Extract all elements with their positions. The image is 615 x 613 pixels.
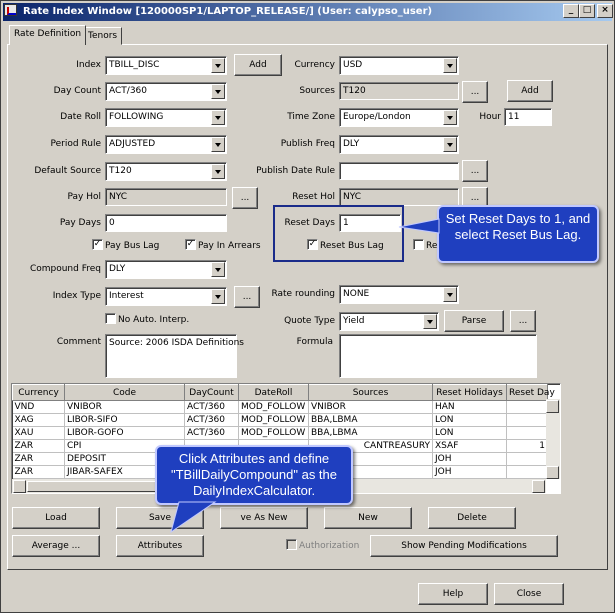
comment-label: Comment	[56, 337, 101, 347]
publish-freq-combo[interactable]	[339, 135, 459, 154]
index-type-combo[interactable]	[105, 287, 227, 306]
publish-date-rule-field[interactable]	[339, 162, 459, 180]
window-title: Rate Index Window [120000SP1/LAPTOP_RELEASE/] (User: calypso_user)	[23, 6, 433, 17]
table-cell: CANTREASURY	[309, 440, 433, 453]
chevron-down-icon[interactable]	[211, 289, 225, 304]
formula-label: Formula	[296, 337, 333, 347]
table-cell: ACT/360	[185, 427, 239, 440]
table-header-row	[13, 385, 548, 401]
time-zone-combo[interactable]	[339, 108, 459, 127]
reset-hol-ellipsis-button[interactable]: ...	[462, 187, 488, 209]
compound-freq-value: DLY	[109, 264, 126, 274]
table-cell: LIBOR-SIFO	[65, 414, 185, 427]
chevron-down-icon[interactable]	[443, 287, 457, 302]
table-cell: MOD_FOLLOW	[239, 401, 309, 414]
reset-days-callout: Set Reset Days to 1, and select Reset Bus Lag.	[437, 205, 599, 263]
reset-in-arrears-label: Re	[426, 241, 438, 251]
column-header[interactable]: Code	[65, 385, 185, 401]
load-button[interactable]: Load	[12, 507, 100, 529]
formula-field[interactable]	[339, 334, 537, 378]
date-roll-label: Date Roll	[60, 112, 101, 122]
time-zone-value: Europe/London	[343, 112, 411, 122]
table-cell: LON	[433, 427, 507, 440]
default-source-label: Default Source	[34, 166, 101, 176]
save-button[interactable]: Save	[116, 507, 204, 529]
chevron-down-icon[interactable]	[443, 110, 457, 125]
no-auto-interp-label: No Auto. Interp.	[118, 315, 190, 325]
table-cell: CPI	[65, 440, 185, 453]
minimize-button[interactable]: _	[563, 4, 579, 18]
table-cell: ACT/360	[185, 414, 239, 427]
index-value: TBILL_DISC	[109, 60, 160, 70]
column-header[interactable]: Sources	[309, 385, 433, 401]
currency-combo[interactable]	[339, 56, 459, 75]
tab-tenors[interactable]: Tenors	[83, 27, 122, 45]
compound-freq-label: Compound Freq	[29, 264, 101, 274]
quote-type-label: Quote Type	[284, 316, 335, 326]
table-row[interactable]	[13, 401, 548, 414]
index-type-value: Interest	[109, 291, 144, 301]
table-cell: ACT/360	[185, 401, 239, 414]
table-cell: ZAR	[13, 440, 65, 453]
pay-hol-field[interactable]: NYC	[105, 188, 227, 206]
quote-type-value: Yield	[343, 316, 365, 326]
scroll-left-icon[interactable]	[13, 480, 26, 493]
callout-pointer-icon	[169, 502, 219, 534]
index-label: Index	[76, 60, 101, 70]
time-zone-label: Time Zone	[287, 112, 335, 122]
pay-days-label: Pay Days	[59, 218, 101, 228]
period-rule-value: ADJUSTED	[109, 139, 156, 149]
table-cell: JOH	[433, 466, 507, 479]
table-cell: JOH	[433, 453, 507, 466]
chevron-down-icon[interactable]	[211, 110, 225, 125]
chevron-down-icon[interactable]	[423, 314, 437, 329]
add-index-button[interactable]: Add	[234, 54, 282, 76]
currency-value: USD	[343, 60, 363, 70]
default-source-value: T120	[109, 166, 132, 176]
authorization-checkbox[interactable]	[286, 540, 359, 553]
table-cell	[507, 414, 548, 427]
column-header[interactable]: DayCount	[185, 385, 239, 401]
index-combo[interactable]	[105, 56, 227, 75]
table-cell: BBA,LBMA	[309, 427, 433, 440]
callout-pointer-icon	[399, 219, 439, 239]
authorization-label: Authorization	[299, 541, 360, 551]
table-cell: LON	[433, 414, 507, 427]
reset-days-label: Reset Days	[284, 218, 335, 228]
scroll-right-icon[interactable]	[532, 480, 545, 493]
day-count-value: ACT/360	[109, 86, 147, 96]
pay-hol-ellipsis-button[interactable]: ...	[232, 187, 258, 209]
add-source-button[interactable]: Add	[507, 80, 553, 102]
compound-freq-combo[interactable]	[105, 260, 227, 279]
hour-label: Hour	[479, 112, 501, 122]
publish-date-rule-label: Publish Date Rule	[256, 166, 335, 176]
scroll-up-icon[interactable]	[546, 400, 559, 413]
chevron-down-icon[interactable]	[211, 164, 225, 179]
delete-button[interactable]: Delete	[428, 507, 516, 529]
title-bar[interactable]	[3, 3, 612, 21]
index-type-ellipsis-button[interactable]: ...	[234, 286, 260, 308]
chevron-down-icon[interactable]	[211, 58, 225, 73]
publish-date-rule-ellipsis-button[interactable]: ...	[462, 160, 488, 182]
app-icon	[4, 4, 17, 16]
table-cell: MOD_FOLLOW	[239, 414, 309, 427]
default-source-combo[interactable]	[105, 162, 227, 181]
quote-type-ellipsis-button[interactable]: ...	[510, 310, 536, 332]
period-rule-combo[interactable]	[105, 135, 227, 154]
checkmark-icon: ✓	[93, 239, 102, 249]
sources-ellipsis-button[interactable]: ...	[462, 81, 488, 103]
table-row[interactable]	[13, 414, 548, 427]
table-cell: ZAR	[13, 453, 65, 466]
publish-freq-value: DLY	[343, 139, 360, 149]
close-window-button[interactable]: ×	[597, 4, 613, 18]
table-cell	[507, 453, 548, 466]
show-pending-modifications-button[interactable]: Show Pending Modifications	[370, 535, 558, 557]
comment-field[interactable]: Source: 2006 ISDA Definitions	[105, 334, 237, 378]
table-cell: XSAF	[433, 440, 507, 453]
help-button[interactable]: Help	[418, 583, 488, 605]
chevron-down-icon[interactable]	[211, 84, 225, 99]
table-cell: 1	[507, 440, 548, 453]
sources-label: Sources	[299, 86, 335, 96]
tab-rate-definition[interactable]: Rate Definition	[9, 25, 86, 45]
reset-highlight-box	[273, 205, 404, 262]
maximize-button[interactable]: □	[579, 4, 595, 18]
pay-days-field[interactable]: 0	[105, 214, 227, 232]
quote-type-combo[interactable]	[339, 312, 439, 331]
save-as-new-button[interactable]: ve As New	[220, 507, 308, 529]
period-rule-label: Period Rule	[50, 139, 101, 149]
day-count-label: Day Count	[53, 86, 101, 96]
table-cell: VNIBOR	[65, 401, 185, 414]
reset-days-field[interactable]: 1	[339, 214, 401, 232]
chevron-down-icon[interactable]	[211, 137, 225, 152]
attributes-button[interactable]: Attributes	[116, 535, 204, 557]
table-row[interactable]	[13, 427, 548, 440]
table-cell: MOD_FOLLOW	[239, 427, 309, 440]
table-cell	[507, 466, 548, 479]
checkmark-icon: ✓	[308, 239, 317, 249]
rate-rounding-label: Rate rounding	[271, 289, 335, 299]
table-cell: JIBAR-SAFEX	[65, 466, 185, 479]
table-cell: HAN	[433, 401, 507, 414]
pay-in-arrears-label: Pay In Arrears	[198, 241, 261, 251]
scroll-down-icon[interactable]	[546, 466, 559, 479]
new-button[interactable]: New	[324, 507, 412, 529]
rate-rounding-value: NONE	[343, 289, 370, 299]
pay-hol-label: Pay Hol	[67, 192, 101, 202]
chevron-down-icon[interactable]	[443, 137, 457, 152]
date-roll-combo[interactable]	[105, 108, 227, 127]
column-header[interactable]: Reset Day	[507, 385, 548, 401]
no-auto-interp-checkbox[interactable]	[105, 314, 189, 327]
table-cell: DEPOSIT	[65, 453, 185, 466]
column-header[interactable]: Reset Holidays	[433, 385, 507, 401]
rate-rounding-combo[interactable]	[339, 285, 459, 304]
chevron-down-icon[interactable]	[443, 58, 457, 73]
day-count-combo[interactable]	[105, 82, 227, 101]
table-cell: VNIBOR	[309, 401, 433, 414]
table-cell: LIBOR-GOFO	[65, 427, 185, 440]
parse-button[interactable]: Parse	[444, 310, 504, 332]
average-button[interactable]: Average ...	[12, 535, 100, 557]
table-cell: ZAR	[13, 466, 65, 479]
date-roll-value: FOLLOWING	[109, 112, 164, 122]
table-cell: XAU	[13, 427, 65, 440]
reset-hol-label: Reset Hol	[292, 192, 335, 202]
pay-bus-lag-checkbox[interactable]	[92, 240, 159, 253]
sources-field[interactable]: T120	[339, 82, 459, 100]
table-cell	[507, 427, 548, 440]
reset-in-arrears-checkbox[interactable]	[413, 240, 437, 253]
table-cell	[507, 401, 548, 414]
table-cell: VND	[13, 401, 65, 414]
currency-label: Currency	[294, 60, 335, 70]
close-button[interactable]: Close	[494, 583, 564, 605]
publish-freq-label: Publish Freq	[280, 139, 335, 149]
reset-hol-field[interactable]: NYC	[339, 188, 459, 206]
column-header[interactable]: DateRoll	[239, 385, 309, 401]
table-cell: XAG	[13, 414, 65, 427]
column-header[interactable]: Currency	[13, 385, 65, 401]
checkmark-icon: ✓	[186, 239, 195, 249]
reset-bus-lag-label: Reset Bus Lag	[320, 241, 384, 251]
index-type-label: Index Type	[52, 291, 101, 301]
pay-in-arrears-checkbox[interactable]	[185, 240, 261, 253]
hour-field[interactable]: 11	[504, 108, 552, 126]
pay-bus-lag-label: Pay Bus Lag	[105, 241, 160, 251]
chevron-down-icon[interactable]	[211, 262, 225, 277]
attributes-callout: Click Attributes and define "TBillDailyCompound" as the DailyIndexCalculator.	[155, 445, 353, 505]
table-cell: BBA,LBMA	[309, 414, 433, 427]
